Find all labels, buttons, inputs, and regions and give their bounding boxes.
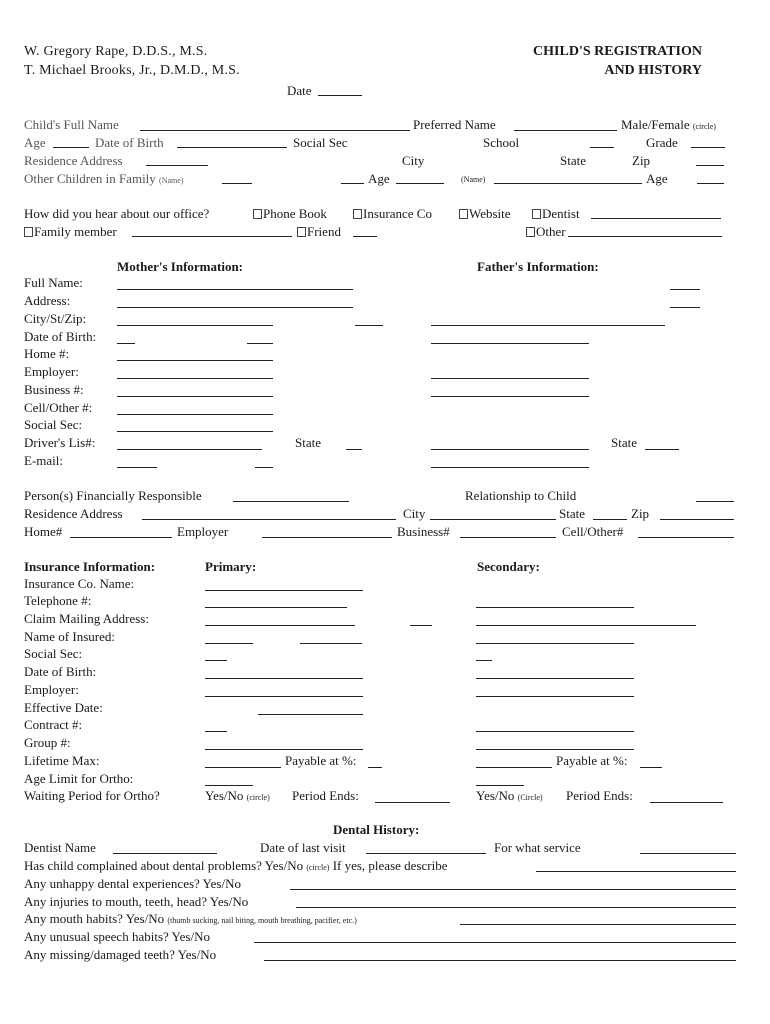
other-child-1-age-field[interactable]: [396, 183, 444, 184]
fin-employer-field[interactable]: [262, 537, 392, 538]
primary-insured-field-end[interactable]: [300, 643, 362, 644]
ins-social-label: Social Sec:: [24, 646, 83, 661]
mother-address-field[interactable]: [117, 307, 353, 308]
father-employer-field[interactable]: [431, 378, 589, 379]
parent-address-label: Address:: [24, 293, 71, 308]
child-full-name-field[interactable]: [140, 130, 410, 131]
fin-zip-label: Zip: [631, 506, 650, 521]
child-zip-field[interactable]: [696, 165, 724, 166]
fin-cell-field[interactable]: [638, 537, 734, 538]
missing-teeth-question: Any missing/damaged teeth? Yes/No: [24, 947, 217, 962]
unhappy-question: Any unhappy dental experiences? Yes/No: [24, 876, 241, 891]
checkbox-icon[interactable]: [24, 227, 33, 237]
primary-insured-field[interactable]: [205, 643, 253, 644]
mother-dob-field[interactable]: [117, 343, 135, 344]
fin-home-label: Home#: [24, 524, 63, 539]
ins-employer-label: Employer:: [24, 682, 79, 697]
mother-state-field[interactable]: [346, 449, 362, 450]
fin-residence-label: Residence Address: [24, 506, 123, 521]
financially-responsible-label: Person(s) Financially Responsible: [24, 488, 202, 503]
checkbox-icon[interactable]: [532, 209, 541, 219]
secondary-contract-field[interactable]: [476, 731, 634, 732]
other-child-2-age-field[interactable]: [697, 183, 724, 184]
child-full-name-label: Child's Full Name: [24, 117, 119, 132]
fin-business-field[interactable]: [460, 537, 556, 538]
secondary-employer-field[interactable]: [476, 696, 634, 697]
father-city-field[interactable]: [431, 325, 665, 326]
grade-label: Grade: [646, 135, 678, 150]
parent-email-label: E-mail:: [24, 453, 63, 468]
child-age-label: Age: [24, 135, 46, 150]
ins-age-limit-label: Age Limit for Ortho:: [24, 771, 134, 786]
fin-state-field[interactable]: [593, 519, 627, 520]
secondary-age-limit-field[interactable]: [476, 785, 524, 786]
referral-other-field[interactable]: [568, 236, 722, 237]
mother-business-field[interactable]: [117, 396, 273, 397]
father-state-field[interactable]: [645, 449, 679, 450]
mother-employer-field[interactable]: [117, 378, 273, 379]
fin-city-label: City: [403, 506, 426, 521]
school-label: School: [483, 135, 520, 150]
secondary-claim-address-field[interactable]: [476, 625, 696, 626]
service-label: For what service: [494, 840, 581, 855]
secondary-lifetime-field[interactable]: [476, 767, 552, 768]
mother-city-field-end[interactable]: [355, 325, 383, 326]
secondary-dob-field[interactable]: [476, 678, 634, 679]
referral-dentist-field[interactable]: [591, 218, 721, 219]
referral-insurance-option[interactable]: Insurance Co: [353, 207, 432, 220]
primary-claim-address-field[interactable]: [205, 625, 355, 626]
ins-waiting-label: Waiting Period for Ortho?: [24, 788, 160, 803]
mother-city-field[interactable]: [117, 325, 273, 326]
other-child-1-name-field[interactable]: [222, 183, 252, 184]
fin-employer-label: Employer: [177, 524, 229, 539]
primary-claim-address-field-end[interactable]: [410, 625, 432, 626]
father-email-field[interactable]: [431, 467, 589, 468]
date-field[interactable]: [318, 95, 362, 96]
child-city-label: City: [402, 153, 425, 168]
primary-payable-field[interactable]: [368, 767, 382, 768]
referral-dentist-option[interactable]: Dentist: [532, 207, 580, 220]
dentist-name-field[interactable]: [113, 853, 217, 854]
mother-state-label: State: [295, 435, 321, 450]
complained-describe-field[interactable]: [536, 871, 736, 872]
child-dob-label: Date of Birth: [95, 135, 164, 150]
injuries-field[interactable]: [296, 907, 736, 908]
other-child-1-name-field-end[interactable]: [341, 183, 364, 184]
fin-city-field[interactable]: [430, 519, 556, 520]
checkbox-icon[interactable]: [526, 227, 535, 237]
parent-dob-label: Date of Birth:: [24, 329, 97, 344]
primary-employer-field[interactable]: [205, 696, 363, 697]
relationship-label: Relationship to Child: [465, 488, 577, 503]
primary-waiting-yesno[interactable]: Yes/No (circle): [205, 788, 270, 803]
other-child-2-name-label: (Name): [461, 175, 486, 184]
unhappy-field[interactable]: [290, 889, 736, 890]
dentist-name-label: Dentist Name: [24, 840, 96, 855]
primary-lifetime-field[interactable]: [205, 767, 281, 768]
primary-period-field[interactable]: [375, 802, 450, 803]
relationship-field[interactable]: [696, 501, 734, 502]
insurance-primary-title: Primary:: [205, 559, 257, 574]
primary-payable-label: Payable at %:: [285, 753, 357, 768]
mother-dob-field-end[interactable]: [247, 343, 273, 344]
parent-social-label: Social Sec:: [24, 417, 83, 432]
insurance-secondary-title: Secondary:: [477, 559, 540, 574]
parent-drivers-label: Driver's Lis#:: [24, 435, 96, 450]
child-age-field[interactable]: [53, 147, 89, 148]
secondary-period-label: Period Ends:: [566, 788, 633, 803]
ins-group-label: Group #:: [24, 735, 71, 750]
speech-question: Any unusual speech habits? Yes/No: [24, 929, 210, 944]
date-label: Date: [287, 83, 312, 98]
fin-business-label: Business#: [397, 524, 450, 539]
mother-full-name-field[interactable]: [117, 289, 353, 290]
ins-lifetime-label: Lifetime Max:: [24, 753, 100, 768]
fin-zip-field[interactable]: [660, 519, 734, 520]
father-drivers-field[interactable]: [431, 449, 589, 450]
doctor-name-2: T. Michael Brooks, Jr., D.M.D., M.S.: [24, 63, 240, 78]
child-residence-label: Residence Address: [24, 153, 123, 168]
checkbox-icon[interactable]: [353, 209, 362, 219]
parent-full-name-label: Full Name:: [24, 275, 83, 290]
primary-period-label: Period Ends:: [292, 788, 359, 803]
habits-question: Any mouth habits? Yes/No (thumb sucking, nail biting, mouth breathing, pacifier, etc.): [24, 911, 357, 926]
referral-phone-book-option[interactable]: Phone Book: [253, 207, 327, 220]
last-visit-field[interactable]: [366, 853, 486, 854]
other-child-2-age-label: Age: [646, 171, 668, 186]
other-child-1-age-label: Age: [368, 171, 390, 186]
other-children-label: Other Children in Family (Name): [24, 171, 184, 186]
complained-question: Has child complained about dental problems? Yes/No (circle) If yes, please describe: [24, 858, 448, 873]
ins-claim-address-label: Claim Mailing Address:: [24, 611, 149, 626]
mother-drivers-field[interactable]: [117, 449, 262, 450]
secondary-insured-field[interactable]: [476, 643, 634, 644]
fin-home-field[interactable]: [70, 537, 172, 538]
fin-cell-label: Cell/Other#: [562, 524, 624, 539]
parent-cell-label: Cell/Other #:: [24, 400, 93, 415]
ins-telephone-label: Telephone #:: [24, 593, 92, 608]
secondary-period-field[interactable]: [650, 802, 723, 803]
preferred-name-field[interactable]: [514, 130, 617, 131]
grade-field[interactable]: [691, 147, 725, 148]
ins-insured-label: Name of Insured:: [24, 629, 115, 644]
referral-other-option[interactable]: Other: [526, 225, 566, 238]
referral-website-option[interactable]: Website: [459, 207, 511, 220]
speech-field[interactable]: [254, 942, 736, 943]
mother-email-field[interactable]: [117, 467, 157, 468]
primary-group-field[interactable]: [205, 749, 363, 750]
form-title-line1: CHILD'S REGISTRATION: [533, 44, 702, 59]
preferred-name-label: Preferred Name: [413, 117, 496, 132]
checkbox-icon[interactable]: [459, 209, 468, 219]
child-state-label: State: [560, 153, 586, 168]
primary-telephone-field[interactable]: [205, 607, 347, 608]
parent-city-label: City/St/Zip:: [24, 311, 87, 326]
referral-family-option[interactable]: Family member: [24, 225, 117, 238]
ins-contract-label: Contract #:: [24, 717, 83, 732]
other-child-2-name-field[interactable]: [494, 183, 642, 184]
child-dob-field[interactable]: [177, 147, 287, 148]
school-field[interactable]: [590, 147, 614, 148]
mother-email-field-end[interactable]: [255, 467, 273, 468]
father-info-title: Father's Information:: [477, 259, 599, 274]
mother-info-title: Mother's Information:: [117, 259, 244, 274]
primary-age-limit-field[interactable]: [205, 785, 253, 786]
secondary-waiting-yesno[interactable]: Yes/No (Circle): [476, 788, 543, 803]
parent-home-label: Home #:: [24, 346, 70, 361]
doctor-name-1: W. Gregory Rape, D.D.S., M.S.: [24, 44, 208, 59]
secondary-telephone-field[interactable]: [476, 607, 634, 608]
injuries-question: Any injuries to mouth, teeth, head? Yes/No: [24, 894, 249, 909]
mother-home-field[interactable]: [117, 360, 273, 361]
primary-social-field[interactable]: [205, 660, 227, 661]
primary-contract-field[interactable]: [205, 731, 227, 732]
secondary-payable-label: Payable at %:: [556, 753, 628, 768]
financially-responsible-field[interactable]: [233, 501, 349, 502]
fin-state-label: State: [559, 506, 585, 521]
father-full-name-field[interactable]: [670, 289, 700, 290]
form-title-line2: AND HISTORY: [604, 63, 702, 78]
referral-friend-field[interactable]: [353, 236, 377, 237]
secondary-social-field[interactable]: [476, 660, 492, 661]
primary-dob-field[interactable]: [205, 678, 363, 679]
parent-business-label: Business #:: [24, 382, 84, 397]
secondary-group-field[interactable]: [476, 749, 634, 750]
insurance-info-title: Insurance Information:: [24, 559, 156, 574]
father-address-field[interactable]: [670, 307, 700, 308]
primary-company-field[interactable]: [205, 590, 363, 591]
habits-field[interactable]: [460, 924, 736, 925]
primary-effective-field[interactable]: [258, 714, 363, 715]
child-social-sec-label: Social Sec: [293, 135, 348, 150]
ins-effective-label: Effective Date:: [24, 700, 103, 715]
secondary-payable-field[interactable]: [640, 767, 662, 768]
referral-friend-option[interactable]: Friend: [297, 225, 341, 238]
father-business-field[interactable]: [431, 396, 589, 397]
parent-employer-label: Employer:: [24, 364, 79, 379]
child-residence-field[interactable]: [146, 165, 208, 166]
male-female-label: Male/Female (circle): [621, 117, 716, 132]
father-state-label: State: [611, 435, 637, 450]
last-visit-label: Date of last visit: [260, 840, 346, 855]
service-field[interactable]: [640, 853, 736, 854]
missing-teeth-field[interactable]: [264, 960, 736, 961]
father-dob-field[interactable]: [431, 343, 589, 344]
checkbox-icon[interactable]: [253, 209, 262, 219]
ins-company-label: Insurance Co. Name:: [24, 576, 135, 591]
mother-social-field[interactable]: [117, 431, 273, 432]
child-zip-label: Zip: [632, 153, 651, 168]
referral-question: How did you hear about our office?: [24, 206, 210, 221]
dental-history-title: Dental History:: [333, 822, 420, 837]
referral-family-field[interactable]: [132, 236, 292, 237]
mother-cell-field[interactable]: [117, 414, 273, 415]
fin-residence-field[interactable]: [142, 519, 396, 520]
checkbox-icon[interactable]: [297, 227, 306, 237]
ins-dob-label: Date of Birth:: [24, 664, 97, 679]
